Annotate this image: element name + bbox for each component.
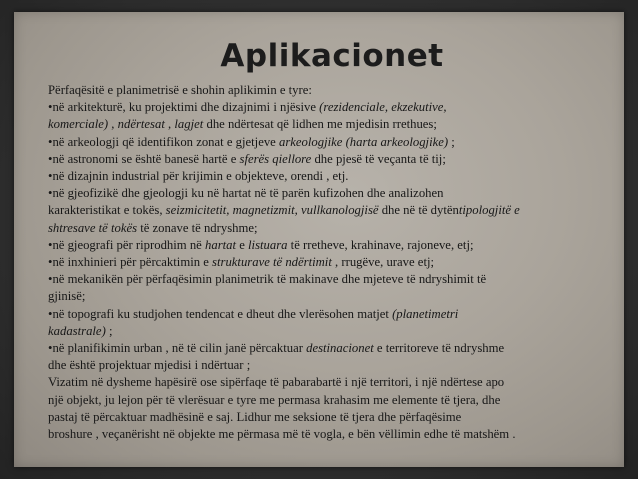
body-line [48,134,628,151]
body-text-run: , rrugëve, urave etj; [331,255,435,270]
body-text-italic: listuara [248,237,288,252]
body-line [48,357,628,374]
body-text-run: e [236,237,249,252]
body-text-italic: shtresave të tokës [48,220,138,235]
body-text-italic: lagjet [174,117,204,132]
body-text-italic: strukturave të ndërtimit [212,255,332,270]
body-text-run: •në arkitekturë, ku projektimi dhe dizajnimi i njësive [48,100,320,115]
body-text-italic: destinacionet [306,341,374,356]
body-line [48,220,628,237]
body-text-italic: komerciale) [48,117,109,132]
body-text-run: e territoreve të ndryshme [373,341,505,356]
body-line [48,254,628,271]
body-line [48,306,628,323]
body-text-run: •në astronomi se është banesë hartë e [48,151,240,166]
body-line [48,168,628,185]
body-text-run: gjinisë; [48,289,86,304]
body-text-run: të rretheve, krahinave, rajoneve, etj; [287,237,474,252]
body-text-run: karakteristikat e tokës, [48,203,166,218]
body-line [48,288,628,305]
body-text-run: një objekt, ju lejon për të vlerësuar e tyre me permasa krahasim me elemente të tjera, dhe [48,392,501,407]
body-text-run: Përfaqësitë e planimetrisë e shohin aplikimin e tyre: [48,83,312,97]
body-text-run: ; [105,323,113,338]
body-text-run: të zonave të ndryshme; [137,220,258,235]
body-text-italic: ndërtesat [117,117,165,132]
body-line [48,237,628,254]
slide-panel [14,12,624,467]
body-text-italic: (rezidenciale, ekzekutive, [319,100,447,115]
body-text-run: dhe në të dytën [378,203,459,218]
body-text-run: •në gjeofizikë dhe gjeologji ku në hartat në të parën kufizohen dhe analizohen [48,186,444,201]
body-line [48,374,628,391]
body-line [48,323,628,340]
slide-body [48,82,628,443]
body-text-italic: hartat [205,237,237,252]
body-line [48,116,628,133]
body-line [48,151,628,168]
body-line [48,392,628,409]
body-text-run: •në gjeografi për riprodhim në [48,237,205,252]
body-text-run: •në topografi ku studjohen tendencat e dheut dhe vlerësohen matjet [48,306,393,321]
body-line [48,185,628,202]
body-text-run: broshure , veçanërisht në objekte me përmasa më të vogla, e bën vëllimin edhe të matshëm . [48,427,516,442]
body-text-italic: tipologjitë e [458,203,520,218]
body-text-italic: kadastrale) [48,323,106,338]
body-text-italic: arkeologjike (harta arkeologjike) [278,134,449,149]
body-text-run: pastaj të përcaktuar madhësinë e saj. Lidhur me seksione të tjera dhe përfaqësime [48,409,462,424]
body-text-italic: seizmicitetit, magnetizmit, vullkanologjisë [165,203,379,218]
slide-title: Aplikacionet [220,38,444,74]
body-line [48,340,628,357]
body-line [48,202,628,219]
body-line [48,426,628,443]
body-line [48,99,628,116]
body-text-run: •në mekanikën për përfaqësimin planimetrik të makinave dhe mjeteve të ndryshimit të [48,272,487,287]
body-text-italic: sferës qiellore [239,151,312,166]
body-text-run: •në dizajnin industrial për krijimin e objekteve, orendi , etj. [48,169,349,184]
body-text-run: Vizatim në dysheme hapësirë ose sipërfaqe të pabarabartë i një territori, i një ndërtese apo [48,375,505,390]
body-text-run: , [108,117,118,132]
body-line [48,82,628,99]
body-line [48,271,628,288]
body-line [48,409,628,426]
body-text-run: , [164,117,175,132]
body-text-run: ; [448,134,455,149]
body-text-run: dhe është projektuar mjedisi i ndërtuar ; [48,358,251,373]
body-text-run: dhe pjesë të veçanta të tij; [311,151,446,166]
body-text-italic: (planetimetri [392,306,459,321]
body-text-run: dhe ndërtesat që lidhen me mjedisin rrethues; [203,117,437,132]
body-text-run: •në planifikimin urban , në të cilin janë përcaktuar [48,341,307,356]
body-text-run: •në arkeologji që identifikon zonat e gjetjeve [48,134,279,149]
body-text-run: •në inxhinieri për përcaktimin e [48,255,213,270]
